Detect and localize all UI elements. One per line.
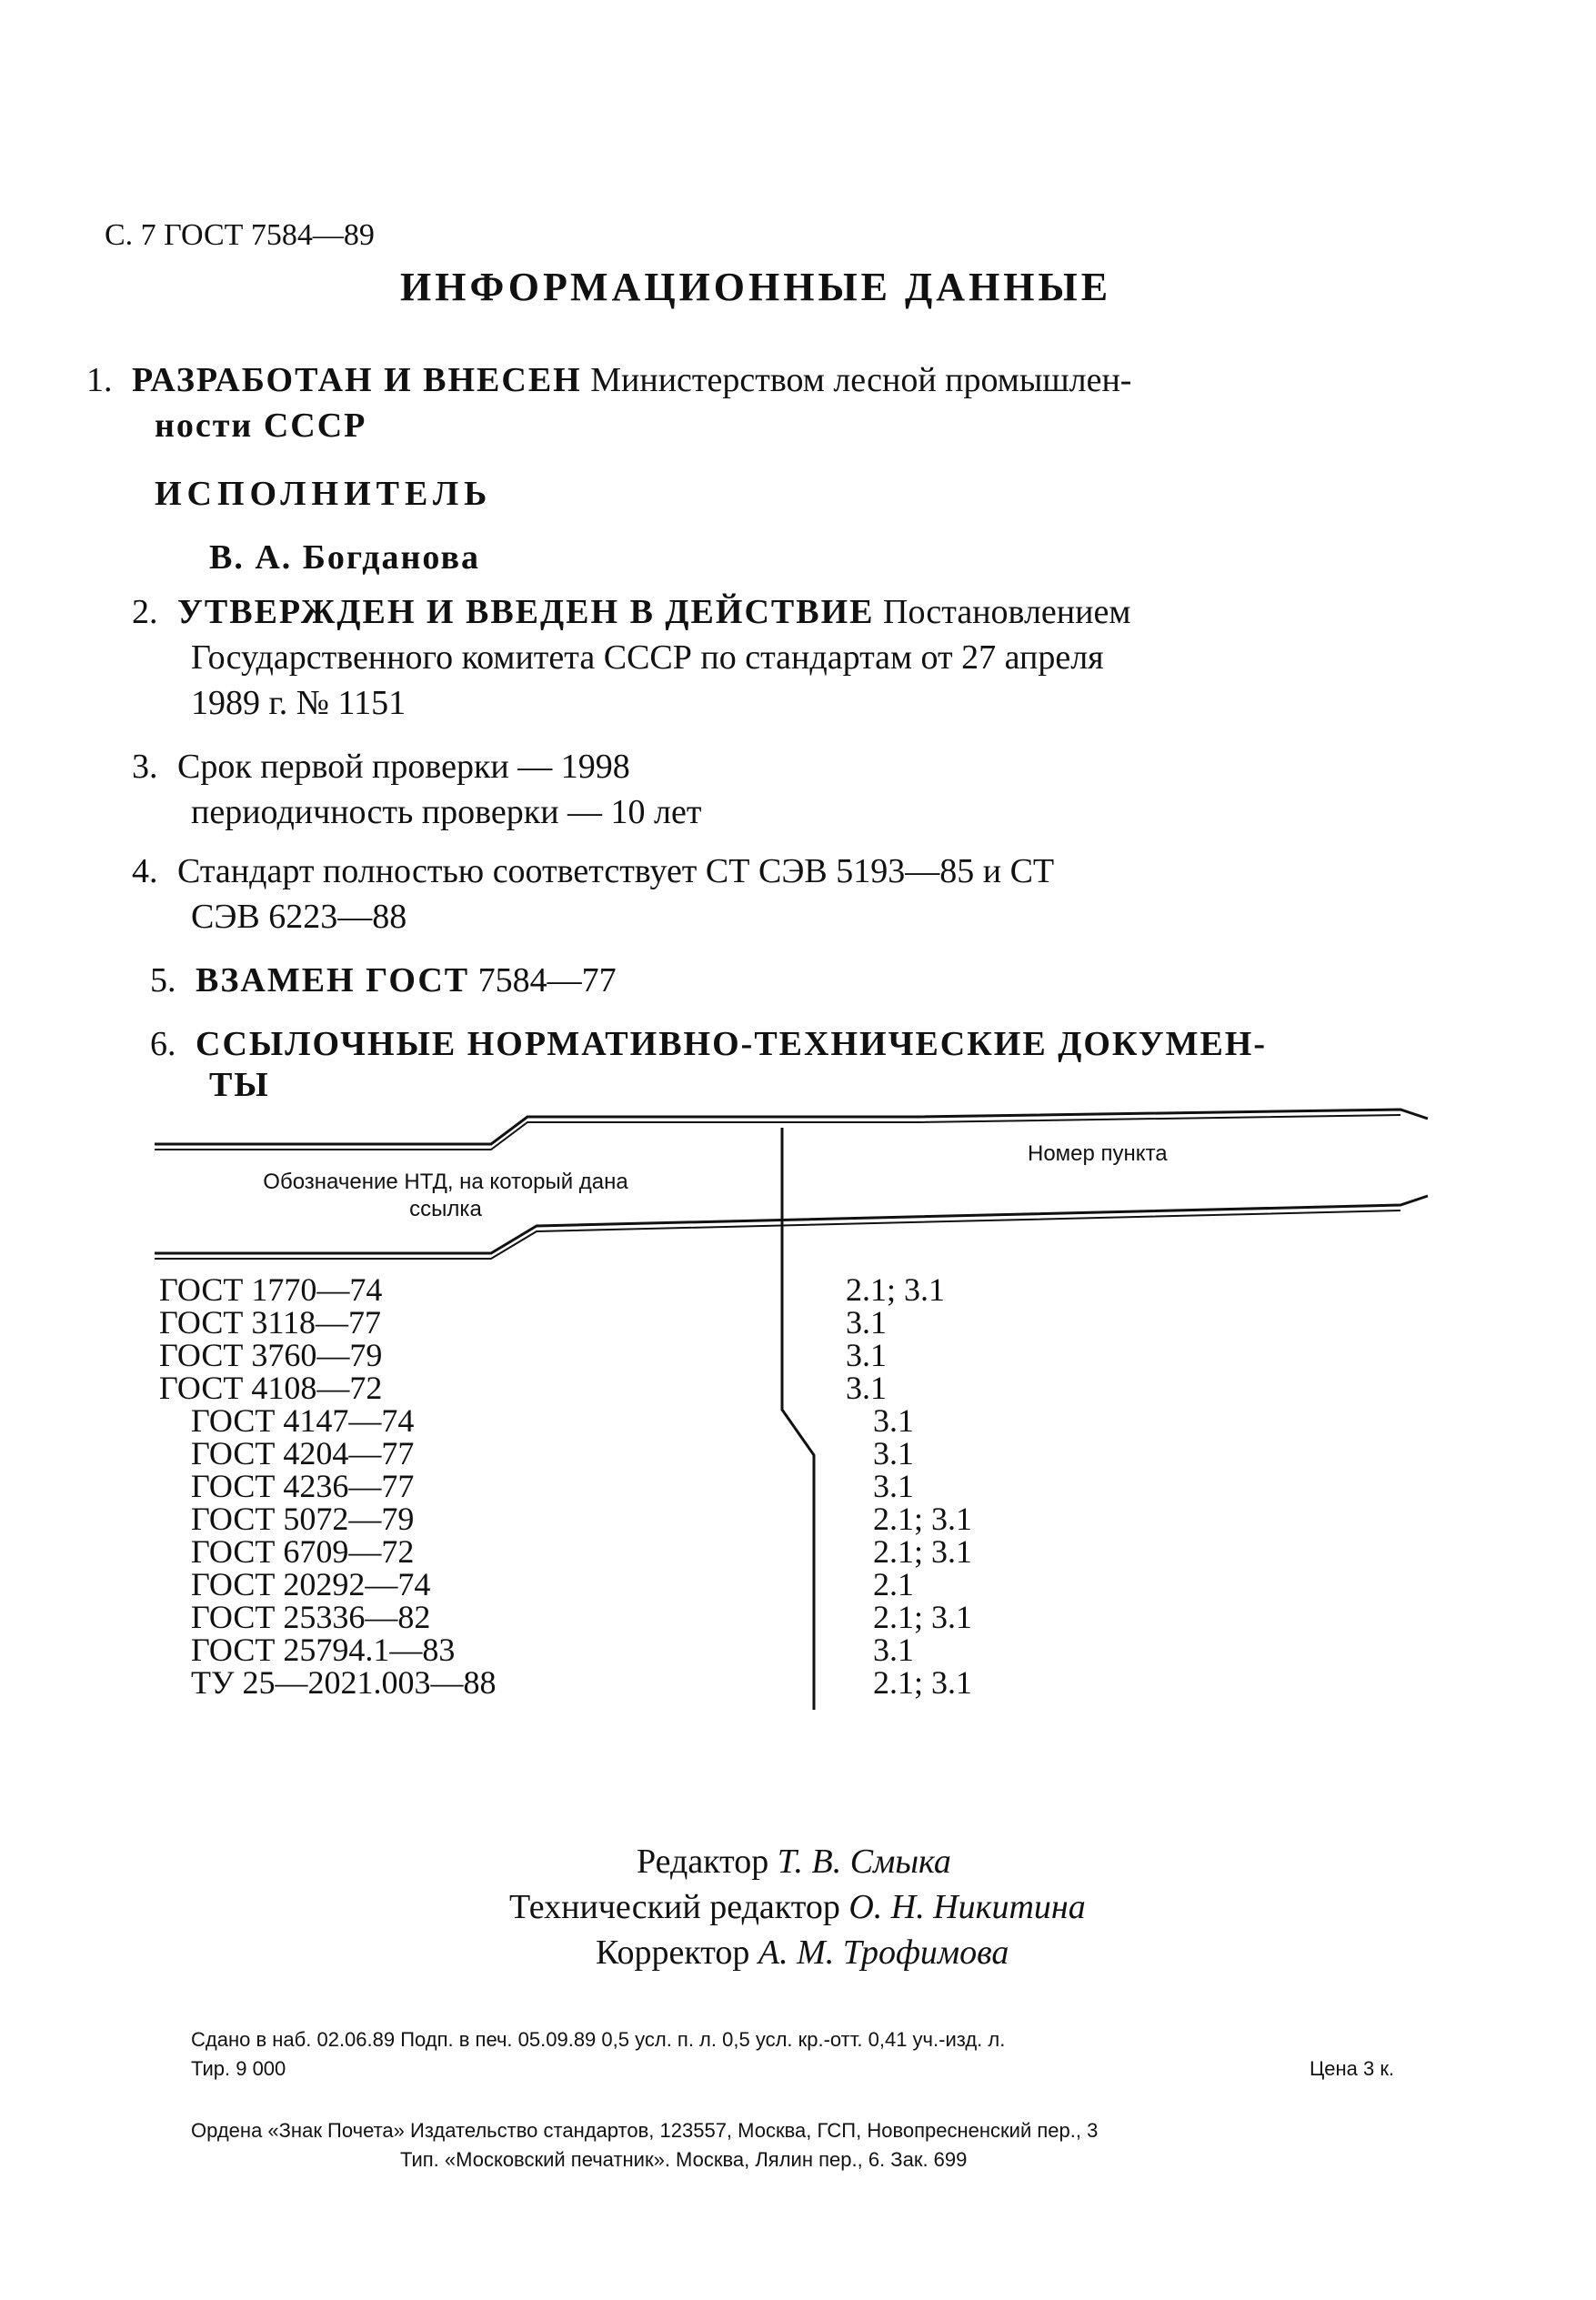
table-cell-ntd: ГОСТ 4204—77 xyxy=(191,1435,415,1471)
item-5-number: 5. xyxy=(150,961,176,999)
item-3-line1: Срок первой проверки — 1998 xyxy=(177,748,630,786)
section-title: ИНФОРМАЦИОННЫЕ ДАННЫЕ xyxy=(400,265,1112,309)
item-6 xyxy=(150,1023,1267,1065)
imprint-price: Цена 3 к. xyxy=(1310,2057,1395,2080)
table-cell-clause: 2.1; 3.1 xyxy=(846,1271,946,1308)
table-cell-clause: 3.1 xyxy=(846,1337,887,1373)
table-cell-ntd: ГОСТ 4108—72 xyxy=(159,1370,383,1406)
executor-label: ИСПОЛНИТЕЛЬ xyxy=(155,475,493,513)
imprint-circulation: Тир. 9 000 xyxy=(191,2057,286,2080)
item-4-line1: Стандарт полностью соответствует СТ СЭВ 5193—85 и СТ xyxy=(177,852,1055,890)
item-2-number: 2. xyxy=(132,593,158,631)
table-cell-ntd: ГОСТ 20292—74 xyxy=(191,1566,431,1602)
table-cell-ntd: ГОСТ 3118—77 xyxy=(159,1304,382,1341)
table-cell-clause: 3.1 xyxy=(873,1435,914,1471)
item-4 xyxy=(132,850,1054,892)
table-cell-ntd: ГОСТ 6709—72 xyxy=(191,1533,415,1570)
table-cell-ntd: ГОСТ 25794.1—83 xyxy=(191,1632,456,1668)
corrector-name: А. М. Трофимова xyxy=(758,1933,1009,1972)
imprint-line1: Сдано в наб. 02.06.89 Подп. в печ. 05.09.89 0,5 усл. п. л. 0,5 усл. кр.-отт. 0,41 уч.-изд. л. xyxy=(191,2028,1006,2051)
table-header-ntd: Обозначение НТД, на который дана ссылка xyxy=(263,1170,628,1221)
table-header-clause: Номер пункта xyxy=(1028,1141,1168,1166)
item-6-head: ССЫЛОЧНЫЕ НОРМАТИВНО-ТЕХНИЧЕСКИЕ ДОКУМЕН- xyxy=(196,1025,1268,1063)
corrector-label: Корректор xyxy=(596,1933,750,1972)
table-cell-clause: 2.1; 3.1 xyxy=(873,1664,973,1701)
item-1-continuation: ности СССР xyxy=(155,407,367,445)
table-cell-ntd: ГОСТ 4236—77 xyxy=(191,1468,415,1504)
item-3-line2: периодичность проверки — 10 лет xyxy=(191,793,702,831)
table-cell-ntd: ГОСТ 3760—79 xyxy=(159,1337,383,1373)
credit-editor xyxy=(637,1842,951,1882)
table-cell-ntd: ГОСТ 5072—79 xyxy=(191,1501,415,1537)
table-cell-clause: 3.1 xyxy=(873,1632,914,1668)
imprint-line2: Ордена «Знак Почета» Издательство стандартов, 123557, Москва, ГСП, Новопресненский пер., 3 xyxy=(191,2119,1099,2142)
page-header: С. 7 ГОСТ 7584—89 xyxy=(105,218,375,252)
table-cell-clause: 3.1 xyxy=(846,1370,887,1406)
item-2-line2: Государственного комитета СССР по стандартам от 27 апреля xyxy=(191,638,1104,677)
item-5-text: 7584—77 xyxy=(477,961,617,999)
table-cell-clause: 3.1 xyxy=(873,1402,914,1439)
item-2-text: Постановлением xyxy=(883,593,1131,631)
item-4-line2: СЭВ 6223—88 xyxy=(191,898,407,936)
table-cell-clause: 2.1; 3.1 xyxy=(873,1501,973,1537)
table-cell-ntd: ГОСТ 25336—82 xyxy=(191,1599,431,1635)
item-6-continuation: ТЫ xyxy=(209,1066,270,1104)
tech-editor-name: О. Н. Никитина xyxy=(848,1888,1086,1926)
table-cell-clause: 2.1; 3.1 xyxy=(873,1533,973,1570)
item-3-number: 3. xyxy=(132,748,158,786)
executor-name: В. А. Богданова xyxy=(209,538,480,577)
item-1 xyxy=(86,359,1131,401)
table-cell-clause: 2.1 xyxy=(873,1566,914,1602)
item-6-number: 6. xyxy=(150,1025,176,1063)
item-2 xyxy=(132,591,1130,633)
table-cell-ntd: ГОСТ 4147—74 xyxy=(191,1402,415,1439)
item-3 xyxy=(132,746,630,788)
item-4-number: 4. xyxy=(132,852,158,890)
imprint-line3: Тип. «Московский печатник». Москва, Лялин пер., 6. Зак. 699 xyxy=(400,2148,968,2171)
item-2-head: УТВЕРЖДЕН И ВВЕДЕН В ДЕЙСТВИЕ xyxy=(177,593,875,631)
table-cell-clause: 3.1 xyxy=(846,1304,887,1341)
credit-tech-editor xyxy=(509,1887,1086,1927)
editor-name: Т. В. Смыка xyxy=(777,1843,951,1881)
item-5-head: ВЗАМЕН ГОСТ xyxy=(196,961,470,999)
credit-corrector xyxy=(596,1933,1009,1973)
item-1-number: 1. xyxy=(86,361,113,399)
editor-label: Редактор xyxy=(637,1843,769,1881)
table-cell-ntd: ТУ 25—2021.003—88 xyxy=(191,1664,497,1701)
table-cell-clause: 2.1; 3.1 xyxy=(873,1599,973,1635)
item-5 xyxy=(150,959,617,1001)
item-2-line3: 1989 г. № 1151 xyxy=(191,684,407,722)
item-1-text: Министерством лесной промышлен- xyxy=(590,361,1132,399)
table-cell-ntd: ГОСТ 1770—74 xyxy=(159,1271,383,1308)
tech-editor-label: Технический редактор xyxy=(509,1888,840,1926)
table-cell-clause: 3.1 xyxy=(873,1468,914,1504)
item-1-head: РАЗРАБОТАН И ВНЕСЕН xyxy=(132,361,582,399)
